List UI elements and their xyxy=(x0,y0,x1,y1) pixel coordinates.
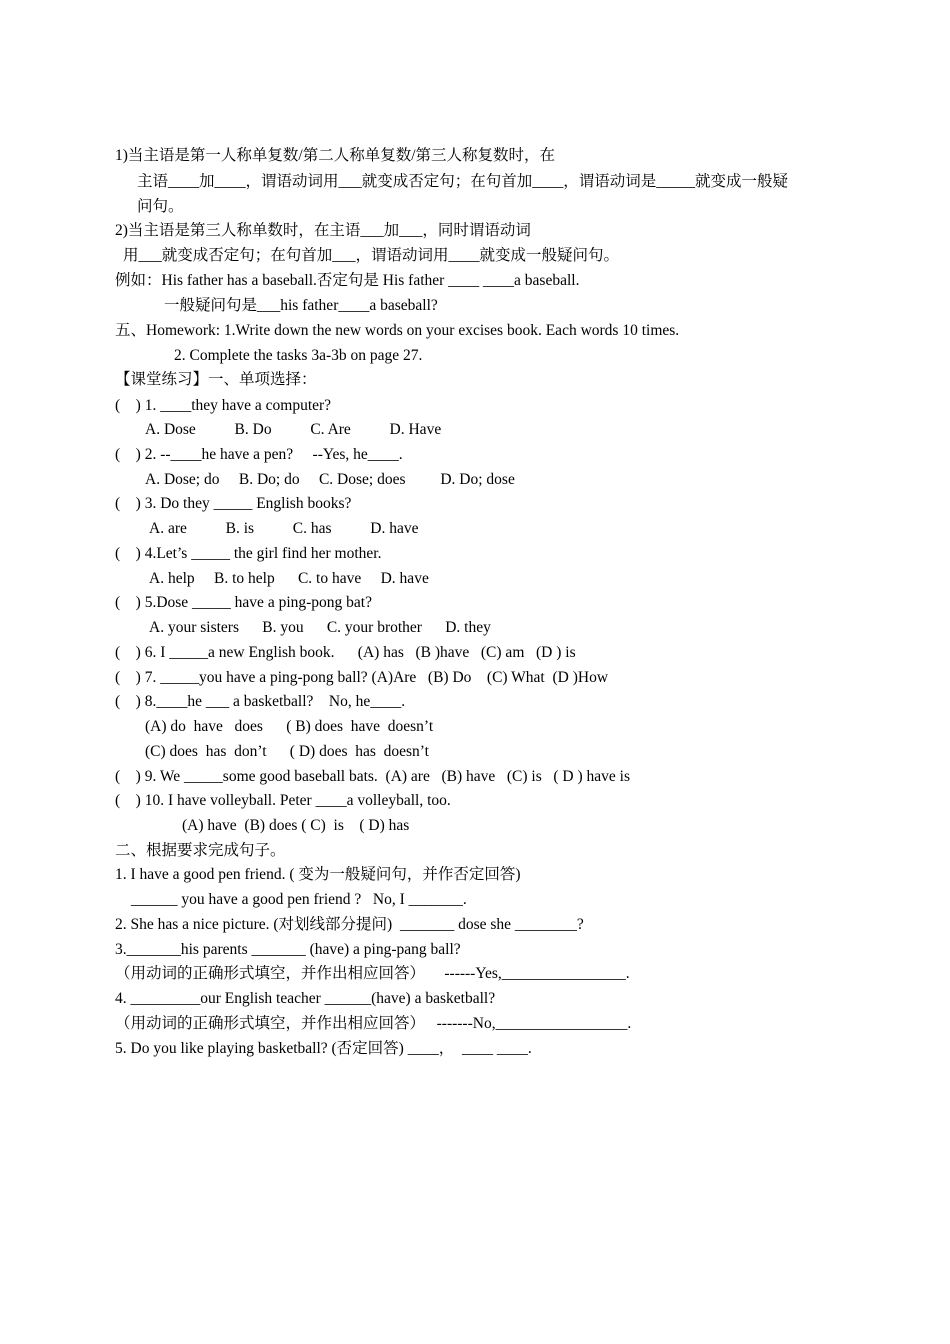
question-2: ( ) 2. --____he have a pen? --Yes, he____. xyxy=(115,446,403,463)
grammar-rule-1: 1)当主语是第一人称单复数/第二人称单复数/第三人称复数时，在 xyxy=(115,147,556,164)
question-1: ( ) 1. ____they have a computer? xyxy=(115,397,332,414)
homework-2: 2. Complete the tasks 3a-3b on page 27. xyxy=(174,347,423,364)
question-4: ( ) 4.Let’s _____ the girl find her mother. xyxy=(115,545,382,562)
section-heading-complete-sentences: 二、根据要求完成句子。 xyxy=(115,842,286,859)
sentence-1-answer: ______ you have a good pen friend ? No, I _______. xyxy=(131,891,467,908)
question-5: ( ) 5.Dose _____ have a ping-pong bat? xyxy=(115,594,372,611)
sentence-5: 5. Do you like playing basketball? (否定回答) ____， ____ ____. xyxy=(115,1040,532,1057)
sentence-4-instruction: （用动词的正确形式填空，并作出相应回答） -------No,_________________. xyxy=(115,1015,632,1032)
question-10: ( ) 10. I have volleyball. Peter ____a volleyball, too. xyxy=(115,792,451,809)
question-2-options: A. Dose; do B. Do; do C. Dose; does D. Do; dose xyxy=(145,471,515,488)
question-8: ( ) 8.____he ___ a basketball? No, he____. xyxy=(115,693,406,710)
homework-1: 五、Homework: 1.Write down the new words on your excises book. Each words 10 times. xyxy=(115,322,680,339)
question-8-options-cd: (C) does has don’t ( D) does has doesn’t xyxy=(145,743,429,760)
question-9: ( ) 9. We _____some good baseball bats. (A) are (B) have (C) is ( D ) have is xyxy=(115,768,631,785)
question-3: ( ) 3. Do they _____ English books? xyxy=(115,495,352,512)
sentence-2: 2. She has a nice picture. (对划线部分提问) _______ dose she ________? xyxy=(115,916,584,933)
example-negative: 例如：His father has a baseball.否定句是 His father ____ ____a baseball. xyxy=(115,272,580,289)
question-3-options: A. are B. is C. has D. have xyxy=(149,520,419,537)
sentence-3-instruction: （用动词的正确形式填空，并作出相应回答） ------Yes,________________. xyxy=(115,965,630,982)
example-question: 一般疑问句是___his father____a baseball? xyxy=(164,297,438,314)
question-6: ( ) 6. I _____a new English book. (A) has (B )have (C) am (D ) is xyxy=(115,644,576,661)
question-4-options: A. help B. to help C. to have D. have xyxy=(149,570,429,587)
question-8-options-ab: (A) do have does ( B) does have doesn’t xyxy=(145,718,434,735)
question-10-options: (A) have (B) does ( C) is ( D) has xyxy=(182,817,410,834)
sentence-3: 3._______his parents _______ (have) a ping-pang ball? xyxy=(115,941,461,958)
sentence-1: 1. I have a good pen friend. ( 变为一般疑问句，并作否定回答) xyxy=(115,866,521,883)
section-heading-single-choice: 【课堂练习】一、单项选择： xyxy=(115,371,317,388)
question-5-options: A. your sisters B. you C. your brother D. they xyxy=(149,619,491,636)
sentence-4: 4. _________our English teacher ______(have) a basketball? xyxy=(115,990,496,1007)
question-7: ( ) 7. _____you have a ping-pong ball? (A)Are (B) Do (C) What (D )How xyxy=(115,669,609,686)
grammar-rule-2-cont: 用___就变成否定句；在句首加___，谓语动词用____就变成一般疑问句。 xyxy=(123,247,620,264)
grammar-rule-1-end: 问句。 xyxy=(137,198,184,215)
grammar-rule-1-cont: 主语____加____，谓语动词用___就变成否定句；在句首加____，谓语动词是_____就变成一般疑 xyxy=(137,173,789,190)
grammar-rule-2: 2)当主语是第三人称单数时，在主语___加___，同时谓语动词 xyxy=(115,222,531,239)
question-1-options: A. Dose B. Do C. Are D. Have xyxy=(145,421,442,438)
